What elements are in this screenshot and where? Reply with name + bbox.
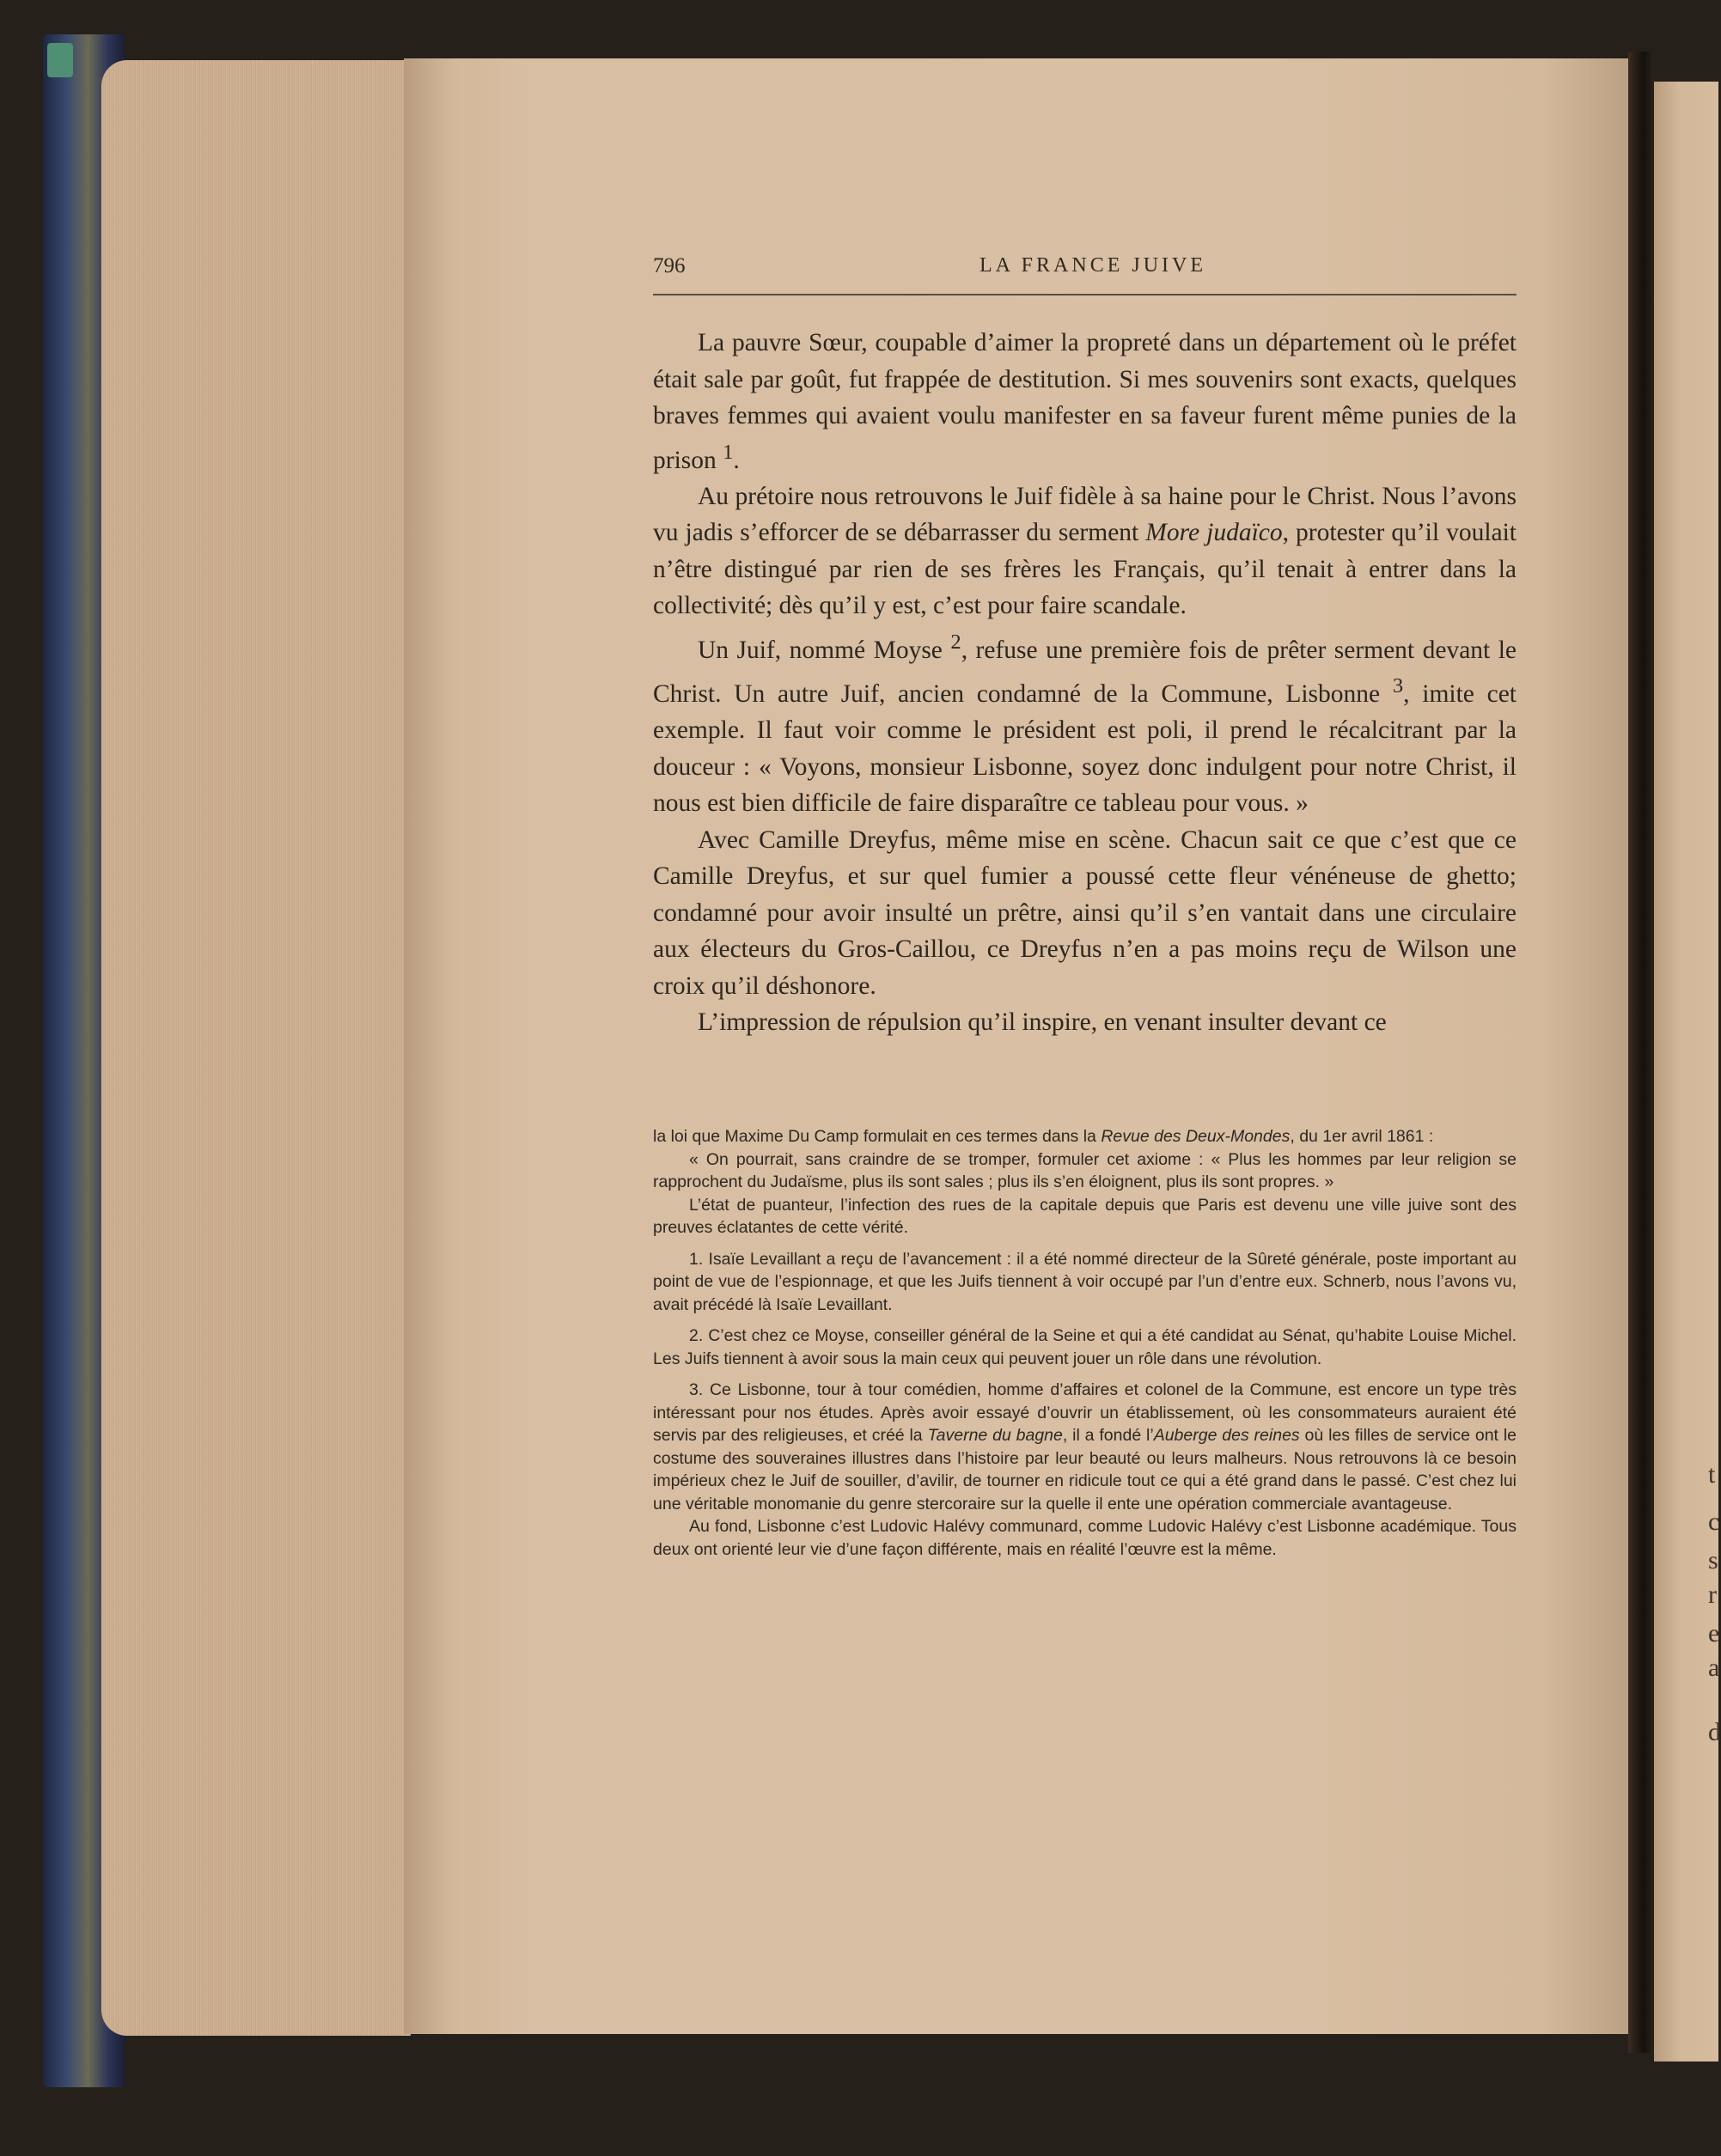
paragraph-text: , refuse une première fois de prêter serment devant le Christ. Un autre Juif, ancien condamné de la Commune, Lisbonne: [653, 636, 1517, 708]
emphasis-text: Taverne du bagne: [927, 1426, 1063, 1445]
emphasis-text: More judaïco: [1145, 519, 1283, 547]
emphasis-text: Auberge des reines: [1153, 1426, 1300, 1445]
page-header: [653, 254, 1512, 289]
footnote-text: , du 1er avril 1861 :: [1290, 1127, 1434, 1146]
footnote-text: la loi que Maxime Du Camp formulait en ces termes dans la: [653, 1127, 1102, 1146]
facing-page-fragment: a: [1708, 1654, 1720, 1682]
facing-page-fragment: t: [1708, 1460, 1716, 1489]
book-gutter: [1628, 52, 1654, 2053]
footnote-ref: 3: [1392, 674, 1404, 698]
facing-page-fragment: d: [1708, 1718, 1721, 1746]
paragraph-text: , protester qu’il voulait n’être distingué par rien de ses frères les Français, qu’il tenait à entrer dans la collectivité; dès qu’il y est, c’est pour faire scandale.: [653, 519, 1517, 620]
paragraph: [653, 325, 1517, 478]
footnote-text: , il a fondé l’: [1062, 1426, 1154, 1445]
footnote-2: 2. C’est chez ce Moyse, conseiller général de la Seine et qui a été candidat au Sénat, qu’habite Louise Michel. Les Juifs tiennent à avoir sous la main ceux qui peuvent jouer un rôle dans une révolution.: [653, 1326, 1517, 1368]
footnotes: [653, 1125, 1517, 1561]
footnote-text: L’état de puanteur, l’infection des rues de la capitale depuis que Paris est devenu une ville juive sont des preuves éclatantes de cette vérité.: [653, 1195, 1517, 1237]
paragraph-text: Un Juif, nommé Moyse: [698, 636, 943, 664]
paragraph: Avec Camille Dreyfus, même mise en scène. Chacun sait ce que c’est que ce Camille Dreyfus, et sur quel fumier a poussé cette fleur vénéneuse de ghetto; condamné pour avoir insulté un prêtre, ainsi qu’il s’en vantait dans une circulaire aux électeurs du Gros-Caillou, ce Dreyfus n’en a pas moins reçu de Wilson une croix qu’il déshonore.: [653, 825, 1517, 1000]
paragraph: [653, 624, 1517, 822]
facing-page-fragment: r: [1708, 1580, 1717, 1609]
facing-page-fragment: e: [1708, 1619, 1720, 1647]
main-text: [653, 325, 1517, 1041]
cover-corner-tab: [47, 43, 73, 77]
footnote-continuation: [653, 1125, 1517, 1148]
footnote-1: 1. Isaïe Levaillant a reçu de l’avancement : il a été nommé directeur de la Sûreté générale, poste important au point de vue de l’espionnage, et que les Juifs tiennent à voir occupé par l’un d’entre eux. Schnerb, nous l’avons vu, avait précédé là Isaïe Levaillant.: [653, 1249, 1517, 1314]
paragraph-text: .: [733, 446, 740, 474]
footnote-quote: « On pourrait, sans craindre de se tromper, formuler cet axiome : « Plus les hommes par leur religion se rapprochent du Judaïsme, plus ils sont sales ; plus ils s’en éloignent, plus ils sont propres. »: [653, 1149, 1517, 1191]
running-title: LA FRANCE JUIVE: [980, 254, 1207, 277]
footnote-3: [653, 1379, 1517, 1515]
facing-page-fragment: s: [1708, 1546, 1718, 1574]
paragraph: L’impression de répulsion qu’il inspire, en venant insulter devant ce: [698, 1008, 1387, 1037]
footnote-text: où les filles de service ont le costume des souveraines illustres dans l’histoire par leur beauté ou leurs malheurs. Nous retrouvons là ce besoin impérieux chez le Juif de souiller, d’avilir, de tourner en ridicule tout ce qui a été grand dans le passé. C’est chez lui une véritable monomanie du genre stercoraire sur la quelle il ente une opération commerciale avantageuse.: [653, 1426, 1517, 1513]
facing-page-edge: [1654, 82, 1718, 2062]
footnote-text: Au fond, Lisbonne c’est Ludovic Halévy communard, comme Ludovic Halévy c’est Lisbonne académique. Tous deux ont orienté leur vie d’une façon différente, mais en réalité l’œuvre est la même.: [653, 1517, 1517, 1559]
footnote-ref: 2: [950, 630, 961, 654]
page-edge-stack: [101, 60, 411, 2036]
paragraph-text: Au prétoire nous retrouvons le Juif fidèle à sa haine pour le Christ. Nous l’avons vu jadis s’efforcer de se débarrasser du serment: [653, 482, 1517, 547]
footnote-text: 3. Ce Lisbonne, tour à tour comédien, homme d’affaires et colonel de la Commune, est encore un type très intéressant pour nos études. Après avoir essayé d’ouvrir un établissement, où les consommateurs auraient été servis par des religieuses, et créé la: [653, 1380, 1517, 1445]
paragraph-text: La pauvre Sœur, coupable d’aimer la propreté dans un département où le préfet était sale par goût, fut frappée de destitution. Si mes souvenirs sont exacts, quelques braves femmes qui avaient voulu manifester en sa faveur furent même punies de la prison: [653, 329, 1517, 474]
page-number: 796: [653, 254, 686, 277]
paragraph: [653, 478, 1517, 624]
emphasis-text: Revue des Deux-Mondes: [1101, 1127, 1291, 1146]
paragraph-text: , imite cet exemple. Il faut voir comme le président est poli, il prend le récalcitrant par la douceur : « Voyons, monsieur Lisbonne, soyez donc indulgent pour notre Christ, il nous est bien difficile de faire disparaître ce tableau pour vous. »: [653, 679, 1517, 818]
header-rule: [653, 294, 1517, 295]
footnote-ref: 1: [723, 440, 734, 464]
facing-page-fragment: c: [1708, 1507, 1720, 1536]
